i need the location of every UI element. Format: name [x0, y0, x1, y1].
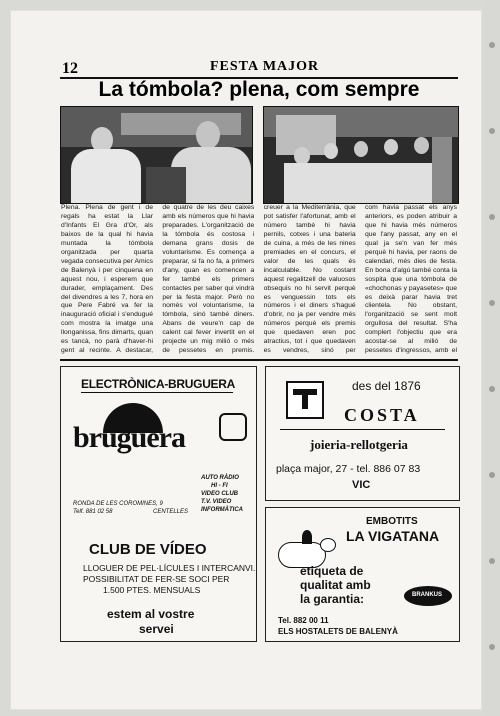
service-informatica: INFORMÀTICA — [201, 507, 243, 513]
article-column-1 — [61, 204, 153, 356]
article-end-rule — [60, 359, 458, 361]
club-line-2: POSSIBILITAT DE FER-SE SOCI PER — [83, 574, 230, 584]
club-video-title: CLUB DE VÍDEO — [89, 541, 207, 558]
column-text: com havia passat els anys anteriors, es poden atribuir a que hi havia més números que l'any passat, any en el qual ja se'n van fer més perquè hi havia, per raons de calendari, més dies de festa. En bona d'algú també conta la sospita que una tómbola de «chochonas y payasetes» que es deixà parar havia tret clientela. No obstant, l'organització se sent molt orgullosa del resultat. S'ha complert l'objectiu que era acostar-se al milió de pessetes d'ingressos, amb el — [364, 204, 457, 355]
photo-crowd — [263, 106, 459, 204]
costa-name: COSTA — [344, 405, 420, 425]
vigatana-name: LA VIGATANA — [346, 528, 440, 544]
costa-divider — [280, 429, 445, 430]
bruguera-town: CENTELLES — [153, 509, 189, 515]
costa-logo-icon — [286, 381, 324, 419]
ad-electronica-bruguera — [60, 366, 257, 642]
costa-trade: joieria-rellotgeria — [310, 437, 408, 452]
running-header: FESTA MAJOR — [210, 59, 320, 74]
bruguera-address: RONDA DE LES COROMINES, 9 — [73, 501, 163, 507]
bruguera-name-underline — [81, 392, 233, 393]
vigatana-tagline: EMBOTITS — [366, 516, 418, 527]
service-hifi: HI - FI — [211, 483, 228, 489]
spiral-binding — [484, 0, 500, 716]
bruguera-logo-icon — [73, 403, 201, 467]
vigatana-address: ELS HOSTALETS DE BALENYÀ — [278, 627, 398, 636]
column-text: creuer a la Mediterrània, que pot satisfer l'afortunat, amb el número també hi havia pernils, cotxes i una bateria de cuina, a més de les nines premiades en el concurs, el valor de les quals és incalculable. No costant aquest regalitzell de valuosos obsequis no hi servit perquè es venguessin tots els números i el diners s'hagué d'obrir, no ja per vendre més números perquè els premis que quedaven eren poc atractius, tot i que quedaven es vendres, sinó per — [263, 204, 356, 355]
costa-address: plaça major, 27 - tel. 886 07 83 — [276, 463, 421, 475]
ad-la-vigatana — [265, 507, 460, 642]
quality-line-1: etiqueta de — [300, 564, 364, 578]
service-auto-radio: AUTO RÀDIO — [201, 475, 239, 481]
brankus-logo-text: BRANKUS — [412, 592, 442, 598]
quality-line-3: la garantia: — [300, 592, 365, 606]
article-column-4 — [365, 204, 457, 356]
article-body — [61, 204, 457, 356]
quality-line-2: qualitat amb — [300, 578, 371, 592]
slogan-line-1: estem al vostre — [107, 607, 195, 621]
plug-icon — [219, 413, 247, 441]
column-text: de quatre de les deu caixes amb els números que hi havia preparades. L'organització de la tómbola és costosa i demana grans dosis de voluntarisme. Es comença a preparar, si fa no fa, a primers d'any, quan es comencen a fer també els primers contactes per saber qui vindrà per la festa major. Però no només vol voluntarisme, la tómbola, sinó també diners. Abans de veure'n cap de calent cal fever invertit en el projecte un mig milió o més de pessetes en premis. — [162, 204, 255, 355]
page-number: 12 — [62, 60, 78, 77]
club-line-1: LLOGUER DE PEL·LÍCULES I INTERCANVI. — [83, 563, 256, 573]
article-column-2 — [162, 204, 254, 356]
photo-inauguration — [60, 106, 253, 204]
costa-town: VIC — [352, 479, 371, 491]
service-tv-video: T.V. VIDEO — [201, 499, 232, 505]
vigatana-phone: Tel. 882 00 11 — [278, 616, 329, 625]
article-column-3 — [264, 204, 356, 356]
slogan-line-2: servei — [139, 622, 174, 636]
bruguera-name: ELECTRÒNICA-BRUGUERA — [81, 377, 235, 391]
club-line-3: 1.500 PTES. MENSUALS — [103, 585, 201, 595]
article-headline: La tómbola? plena, com sempre — [98, 78, 420, 101]
ad-costa-joieria — [265, 366, 460, 501]
costa-since: des del 1876 — [352, 379, 421, 393]
column-text: Plena. Plena de gent i de regals ha estat la Llar d'Infants El Gra d'Or, als baixos de la qual hi havia muntada la tómbola organitzada per quarta vegada consecutiva per Amics de Balenyà i per cinquena en aquest nou, i esperem que durader, emplaçament. Des del divendres a les 7, hora en que Pere Fabré va fer la inauguració oficial i s'endugué com mostra la imatge una llonganissa, fins dimarts, quan es tancà, no parà d'haver-hi gent al recinte. A destacar, — [61, 204, 153, 355]
bruguera-phone: Telf. 881 02 58 — [73, 509, 113, 515]
brankus-logo — [404, 586, 452, 606]
bruguera-logo-text: bruguera — [73, 421, 185, 454]
service-video-club: VIDEO CLUB — [201, 491, 239, 497]
